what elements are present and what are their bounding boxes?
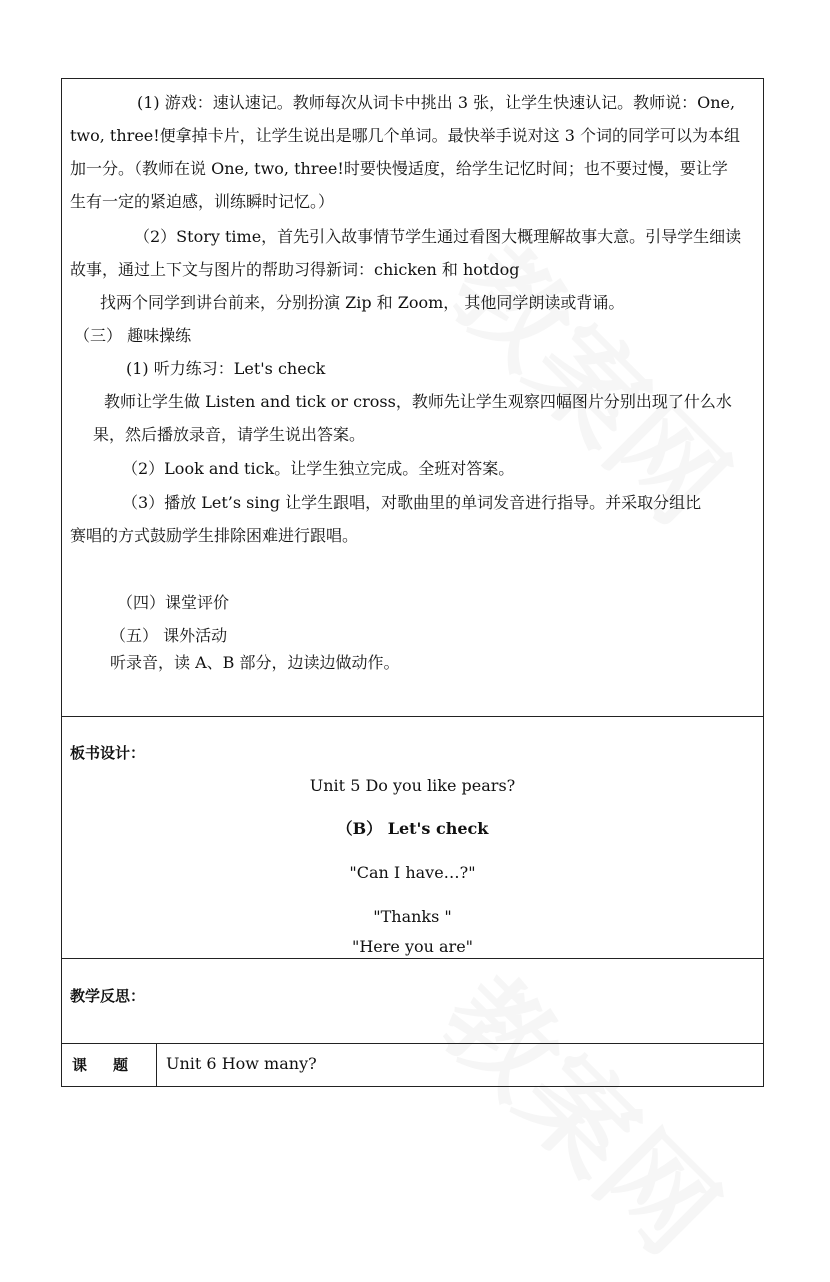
topic-label-cell: [62, 1044, 157, 1086]
section-heading-evaluation: （四）课堂评价: [117, 593, 230, 612]
board-line-1: "Can I have…?": [349, 863, 476, 882]
section-heading-practice: （三） 趣味操练: [74, 326, 192, 345]
reflection-section: [62, 959, 763, 1044]
board-title: Unit 5 Do you like pears?: [309, 776, 516, 795]
activity-line-2: two, three!便拿掉卡片，让学生说出是哪几个单词。最快举手说对这 3 个词的同学可以为本组: [70, 126, 741, 145]
activity-line-14: 赛唱的方式鼓励学生排除困难进行跟唱。: [70, 526, 359, 545]
activity-line-11: 果，然后播放录音，请学生说出答案。: [93, 425, 366, 444]
activity-line-7: 找两个同学到讲台前来，分别扮演 Zip 和 Zoom， 其他同学朗读或背诵。: [100, 293, 625, 312]
board-line-3: "Here you are": [351, 937, 474, 956]
activity-line-1: (1) 游戏：速认速记。教师每次从词卡中挑出 3 张，让学生快速认记。教师说：One,: [137, 93, 736, 112]
topic-value: Unit 6 How many?: [166, 1054, 317, 1073]
board-design-label: 板书设计：: [70, 744, 146, 762]
topic-row: [62, 1044, 763, 1086]
activity-line-3: 加一分。（教师在说 One, two, three!时要快慢适度，给学生记忆时间；也不要过慢，要让学: [70, 159, 728, 178]
board-subtitle: （B） Let's check: [336, 819, 489, 838]
board-design-section: [62, 717, 763, 959]
activities-section: [62, 79, 763, 717]
activity-line-9: (1) 听力练习：Let's check: [126, 359, 326, 378]
board-line-2: "Thanks ": [373, 907, 452, 926]
topic-label: 课题: [72, 1056, 155, 1074]
activity-line-10: 教师让学生做 Listen and tick or cross，教师先让学生观察四幅图片分别出现了什么水: [104, 392, 732, 411]
activity-line-4: 生有一定的紧迫感，训练瞬时记忆。）: [70, 192, 335, 211]
lesson-plan-table: [61, 78, 764, 1087]
activity-line-13: （3）播放 Let’s sing 让学生跟唱，对歌曲里的单词发音进行指导。并采取分组比: [122, 493, 702, 512]
section-heading-homework: （五） 课外活动: [110, 626, 228, 645]
reflection-label: 教学反思：: [70, 987, 146, 1005]
activity-line-5: （2）Story time，首先引入故事情节学生通过看图大概理解故事大意。引导学生细读: [134, 227, 742, 246]
activity-line-12: （2）Look and tick。让学生独立完成。全班对答案。: [122, 459, 515, 478]
activity-line-17: 听录音，读 A、B 部分，边读边做动作。: [110, 653, 400, 672]
activity-line-6: 故事，通过上下文与图片的帮助习得新词：chicken 和 hotdog: [70, 260, 520, 279]
